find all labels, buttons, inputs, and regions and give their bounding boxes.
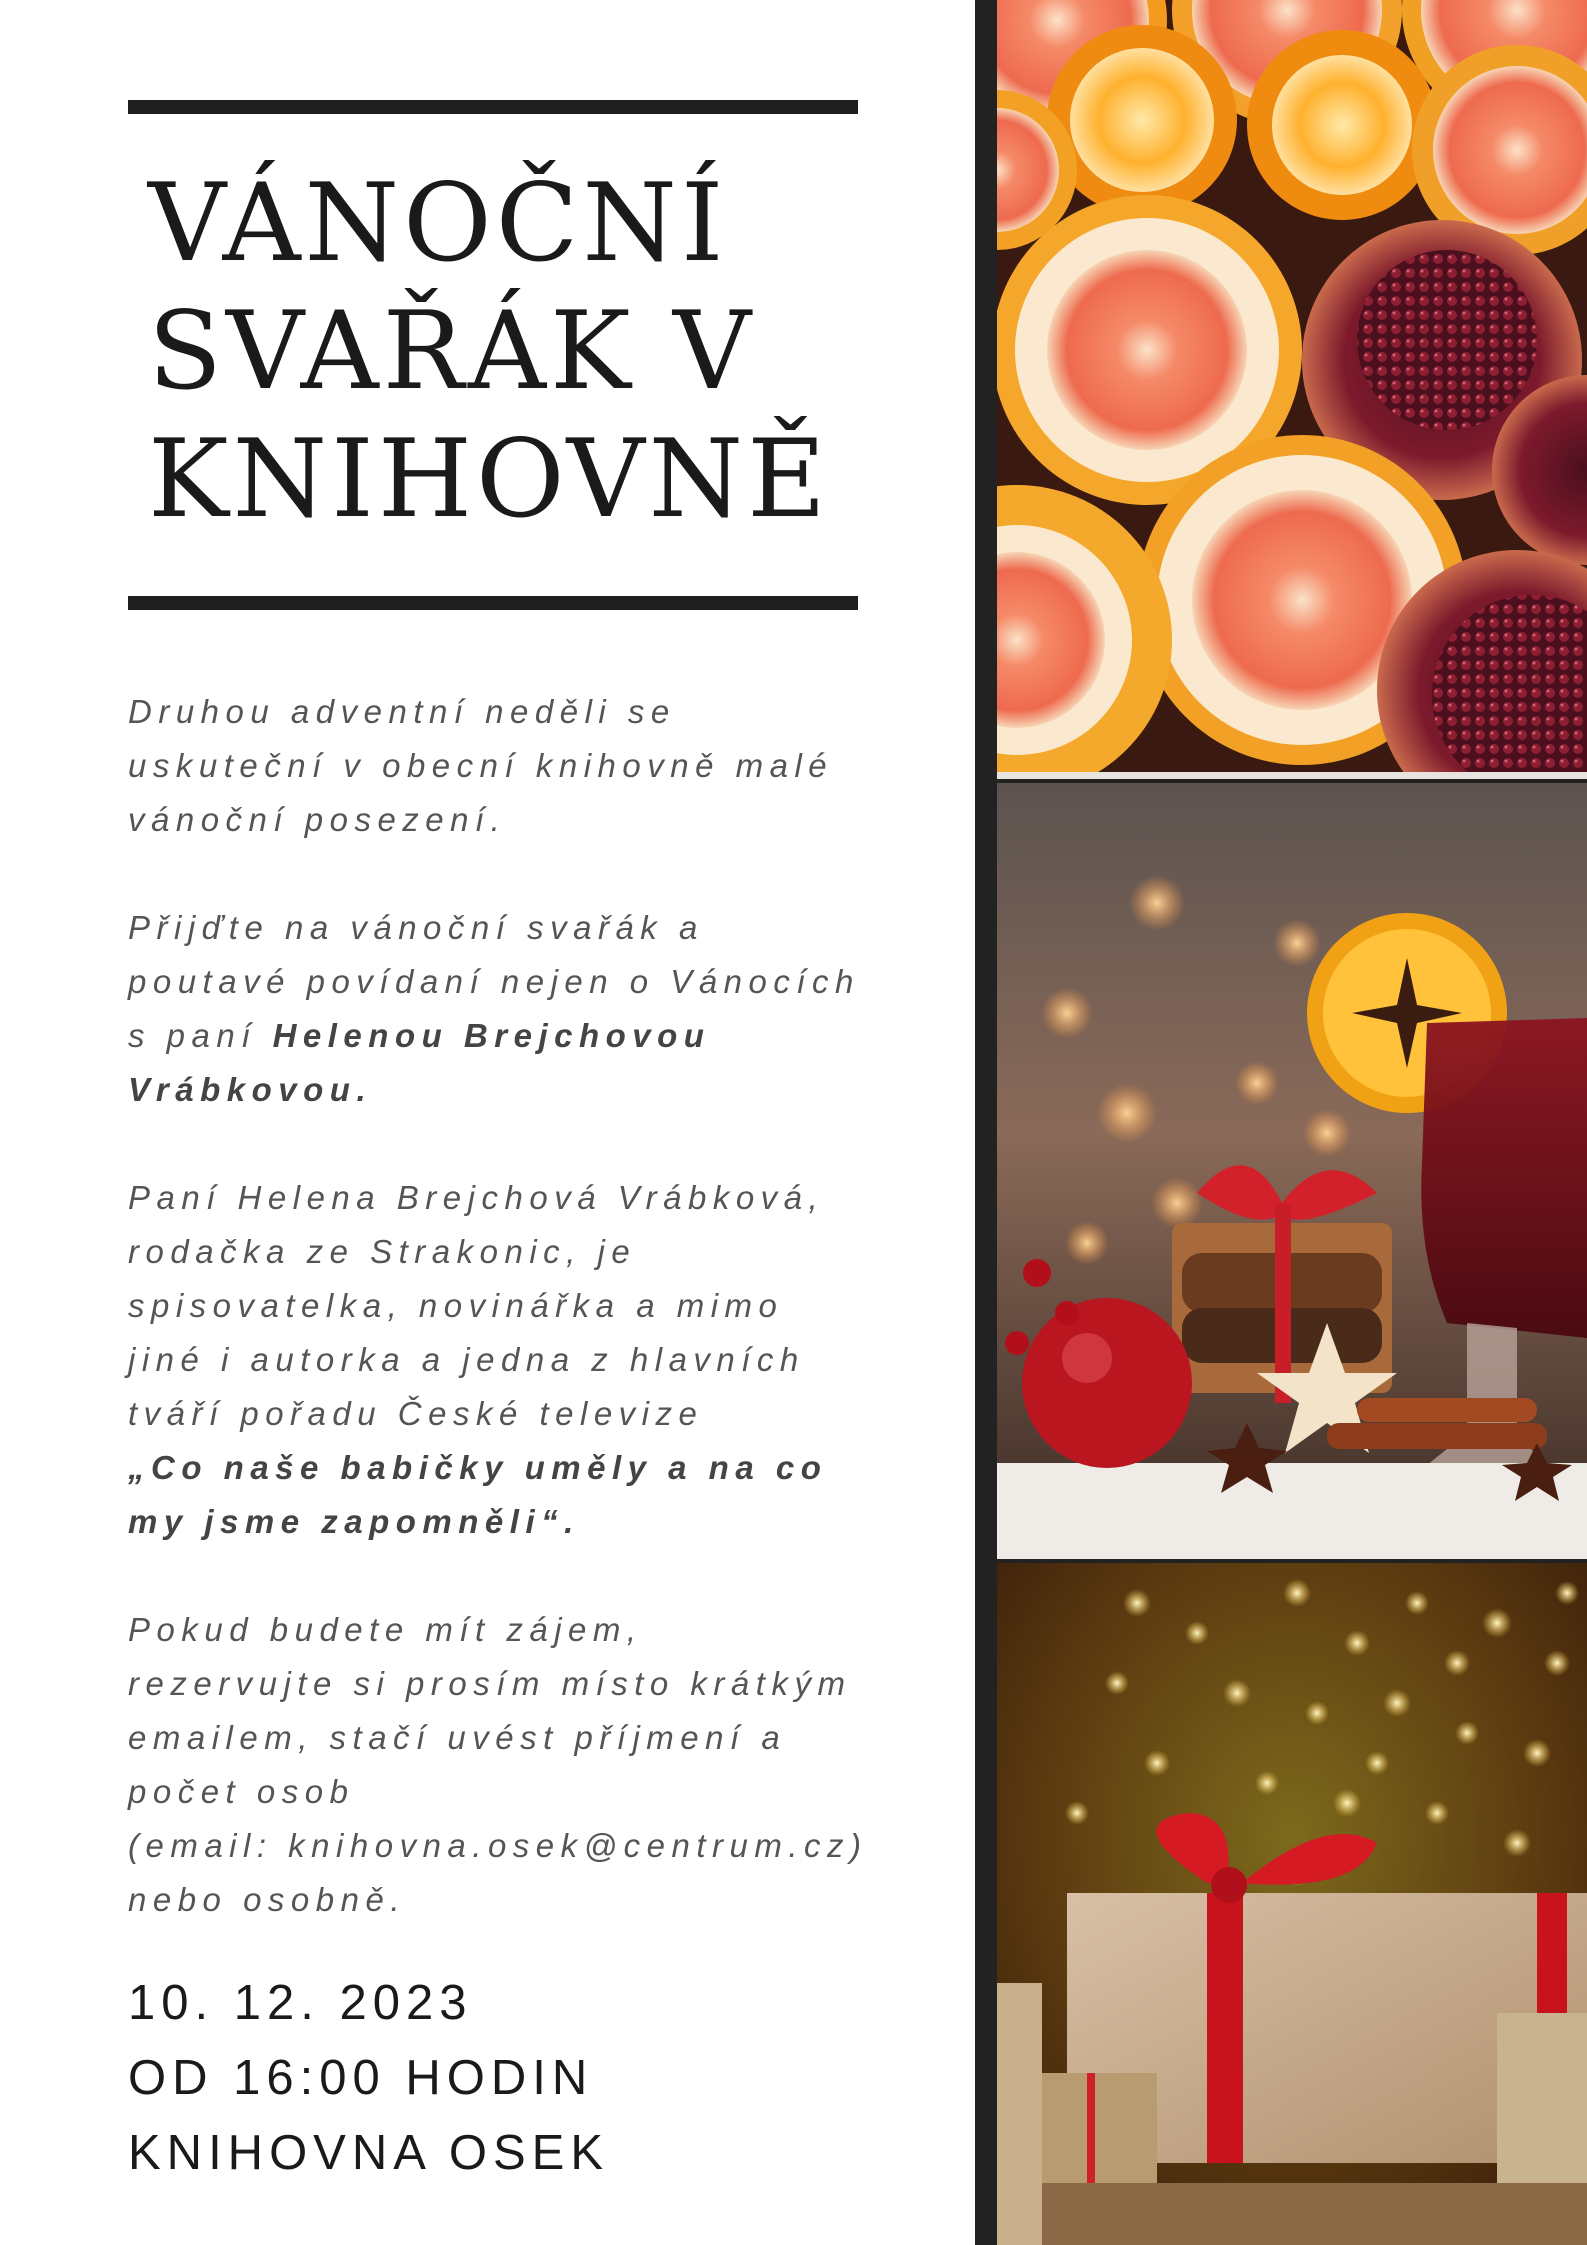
text-line: emailem, stačí uvést příjmení a (128, 1719, 787, 1756)
event-place: KNIHOVNA OSEK (128, 2126, 610, 2180)
text-fragment: s paní (128, 1017, 273, 1054)
event-time: OD 16:00 HODIN (128, 2051, 594, 2105)
text-line: jiné i autorka a jedna z hlavních (128, 1341, 805, 1378)
reservation-paragraph (128, 1603, 868, 1927)
intro-paragraph (128, 685, 868, 847)
email-line: (email: knihovna.osek@centrum.cz) (128, 1827, 868, 1864)
bottom-rule (128, 596, 858, 610)
text-line (128, 1063, 868, 1117)
text-line (128, 1009, 868, 1063)
christmas-gifts-photo (997, 1563, 1587, 2245)
photo-column (975, 0, 1587, 2245)
text-line: uskuteční v obecní knihovně malé (128, 747, 834, 784)
text-line: Druhou adventní neděli se (128, 693, 676, 730)
poster-title (148, 160, 868, 544)
text-line: počet osob (128, 1773, 355, 1810)
text-line: spisovatelka, novinářka a mimo (128, 1287, 784, 1324)
event-date: 10. 12. 2023 (128, 1976, 473, 2030)
title-line: VÁNOČNÍ (148, 161, 728, 286)
invitation-paragraph (128, 901, 868, 1117)
text-line: rezervujte si prosím místo krátkým (128, 1665, 852, 1702)
citrus-pomegranate-photo (997, 0, 1587, 779)
event-details (128, 1966, 868, 2191)
text-line: poutavé povídaní nejen o Vánocích (128, 963, 860, 1000)
tv-show-title (128, 1495, 868, 1549)
mulled-wine-photo (997, 783, 1587, 1559)
tv-show-title-part: „Co naše babičky uměly a na co (128, 1449, 828, 1486)
text-line: tváří pořadu České televize (128, 1395, 704, 1432)
text-line: Pokud budete mít zájem, (128, 1611, 643, 1648)
text-line: nebo osobně. (128, 1881, 407, 1918)
description (128, 685, 868, 1981)
tv-show-title-part: my jsme zapomněli“. (128, 1503, 580, 1540)
text-line: rodačka ze Strakonic, je (128, 1233, 637, 1270)
top-rule (128, 100, 858, 114)
text-line: Paní Helena Brejchová Vrábková, (128, 1179, 825, 1216)
title-line: SVAŘÁK V (148, 289, 755, 414)
tv-show-title (128, 1441, 868, 1495)
title-line: KNIHOVNĚ (148, 417, 831, 542)
guest-surname: Vrábkovou. (128, 1071, 373, 1108)
text-line: vánoční posezení. (128, 801, 507, 838)
guest-name: Helenou Brejchovou (272, 1017, 711, 1054)
text-line: Přijďte na vánoční svařák a (128, 909, 704, 946)
guest-bio-paragraph (128, 1171, 868, 1549)
